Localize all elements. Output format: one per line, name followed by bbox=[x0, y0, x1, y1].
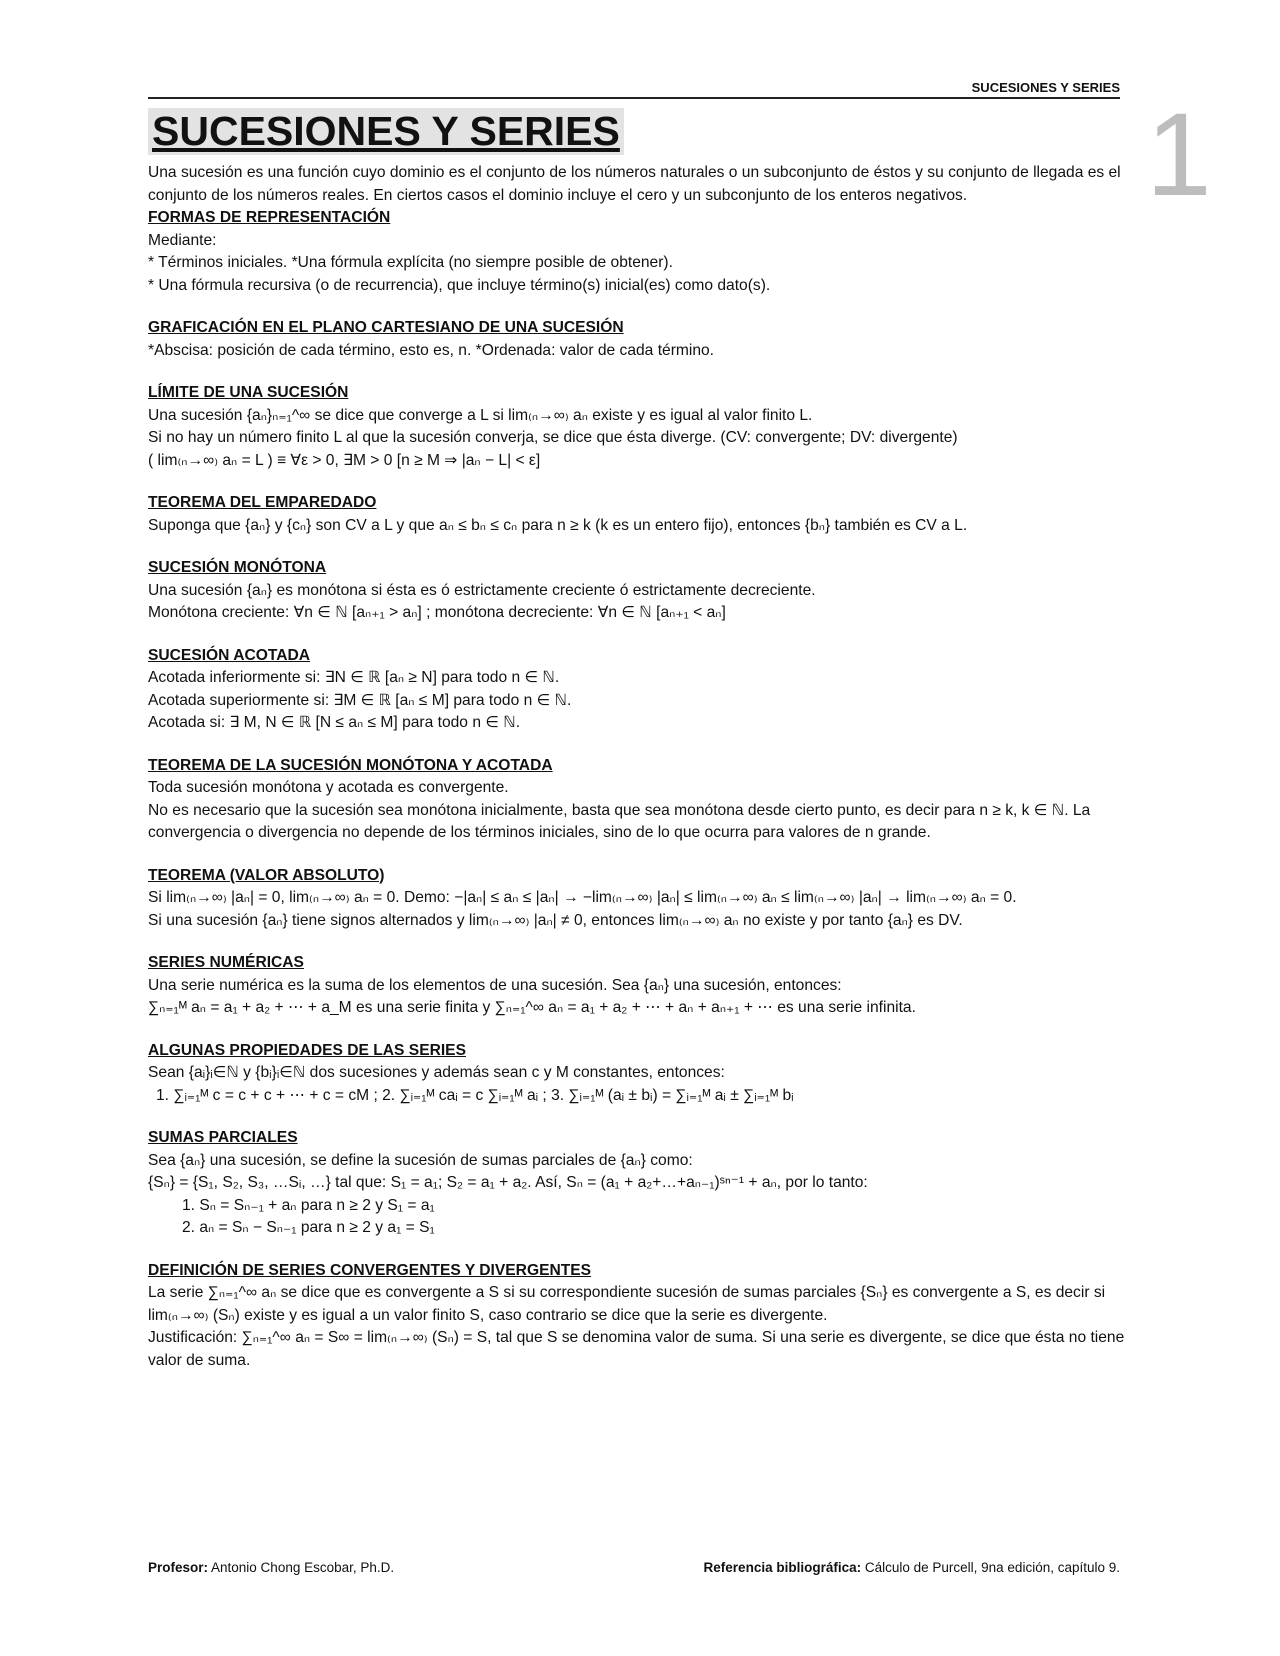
list-item: 1. Sₙ = Sₙ₋₁ + aₙ para n ≥ 2 y S₁ = a₁ bbox=[182, 1196, 435, 1214]
section-heading: DEFINICIÓN DE SERIES CONVERGENTES Y DIVERGENTES bbox=[148, 1261, 592, 1279]
section-line: Justificación: ∑ₙ₌₁^∞ aₙ = S∞ = lim₍ₙ→∞₎ (Sₙ) = S, tal que S se denomina valor de suma. Si una serie es divergente, se dice que ésta no tiene valor de suma. bbox=[148, 1329, 1125, 1369]
page-title: SUCESIONES Y SERIES bbox=[148, 108, 624, 155]
section-propiedades bbox=[148, 1040, 1138, 1108]
section-representacion bbox=[148, 207, 1138, 297]
section-limite bbox=[148, 382, 1138, 472]
sections-container bbox=[148, 207, 1138, 1372]
section-line: Si lim₍ₙ→∞₎ |aₙ| = 0, lim₍ₙ→∞₎ aₙ = 0. Demo: −|aₙ| ≤ aₙ ≤ |aₙ| → −lim₍ₙ→∞₎ |aₙ| ≤ lim₍ₙ→∞₎ aₙ ≤ lim₍ₙ→∞₎ |aₙ| → lim₍ₙ→∞₎ aₙ = 0. bbox=[148, 889, 1017, 906]
section-heading: SERIES NUMÉRICAS bbox=[148, 954, 304, 971]
footer-professor-name: Antonio Chong Escobar, Ph.D. bbox=[208, 1560, 395, 1575]
section-line: Acotada superiormente si: ∃M ∈ ℝ [aₙ ≤ M] para todo n ∈ ℕ. bbox=[148, 691, 572, 709]
footer-professor bbox=[148, 1560, 394, 1575]
section-formula: ∑ₙ₌₁ᴹ aₙ = a₁ + a₂ + ⋯ + a_M es una serie finita y ∑ₙ₌₁^∞ aₙ = a₁ + a₂ + ⋯ + aₙ + aₙ₊₁ + ⋯ es una serie infinita. bbox=[148, 999, 916, 1016]
section-line: Toda sucesión monótona y acotada es convergente. bbox=[148, 779, 509, 796]
section-line: Una sucesión {aₙ}ₙ₌₁^∞ se dice que converge a L si lim₍ₙ→∞₎ aₙ existe y es igual al valor finito L. bbox=[148, 406, 813, 424]
section-line: Mediante: bbox=[148, 231, 217, 249]
section-sumas-parciales bbox=[148, 1127, 1138, 1240]
list-item: 2. aₙ = Sₙ − Sₙ₋₁ para n ≥ 2 y a₁ = S₁ bbox=[182, 1219, 435, 1236]
footer-reference-value: Cálculo de Purcell, 9na edición, capítulo 9. bbox=[861, 1560, 1120, 1575]
section-line: Acotada inferiormente si: ∃N ∈ ℝ [aₙ ≥ N] para todo n ∈ ℕ. bbox=[148, 669, 560, 686]
section-line: Una sucesión {aₙ} es monótona si ésta es ó estrictamente creciente ó estrictamente decreciente. bbox=[148, 581, 816, 599]
section-emparedado bbox=[148, 492, 1138, 537]
section-monotona bbox=[148, 557, 1138, 625]
section-valor-absoluto bbox=[148, 865, 1138, 933]
section-heading: SUCESIÓN MONÓTONA bbox=[148, 559, 327, 576]
section-line: La serie ∑ₙ₌₁^∞ aₙ se dice que es convergente a S si su correspondiente sucesión de sumas parciales {Sₙ} es convergente a S, es decir si lim₍ₙ→∞₎ (Sₙ) existe y es igual a un valor finito S, caso contrario se dice que la serie es divergente. bbox=[148, 1284, 1106, 1324]
section-heading: SUMAS PARCIALES bbox=[148, 1129, 298, 1146]
section-monotona-acotada bbox=[148, 755, 1138, 845]
document-body bbox=[148, 162, 1138, 1372]
section-line: Monótona creciente: ∀n ∈ ℕ [aₙ₊₁ > aₙ] ; monótona decreciente: ∀n ∈ ℕ [aₙ₊₁ < aₙ] bbox=[148, 604, 726, 621]
section-formula: {Sₙ} = {S₁, S₂, S₃, …Sᵢ, …} tal que: S₁ = a₁; S₂ = a₁ + a₂. Así, Sₙ = (a₁ + a₂+…+aₙ₋₁)ˢⁿ⁻¹ + aₙ, por lo tanto: bbox=[148, 1174, 868, 1191]
section-line: Acotada si: ∃ M, N ∈ ℝ [N ≤ aₙ ≤ M] para todo n ∈ ℕ. bbox=[148, 714, 521, 731]
intro-paragraph: Una sucesión es una función cuyo dominio es el conjunto de los números naturales o un subconjunto de éstos y su conjunto de llegada es el conjunto de los números reales. En ciertos casos el dominio incluye el cero y un subconjunto de los enteros negativos. bbox=[148, 164, 1121, 204]
section-line: Suponga que {aₙ} y {cₙ} son CV a L y que aₙ ≤ bₙ ≤ cₙ para n ≥ k (k es un entero fijo), entonces {bₙ} también es CV a L. bbox=[148, 516, 968, 534]
footer-reference bbox=[704, 1560, 1120, 1575]
section-series-numericas bbox=[148, 952, 1138, 1020]
section-formula: 1. ∑ᵢ₌₁ᴹ c = c + c + ⋯ + c = cM ; 2. ∑ᵢ₌₁ᴹ caᵢ = c ∑ᵢ₌₁ᴹ aᵢ ; 3. ∑ᵢ₌₁ᴹ (aᵢ ± bᵢ) = ∑ᵢ₌₁ᴹ aᵢ ± ∑ᵢ₌₁ᴹ bᵢ bbox=[156, 1086, 794, 1104]
footer-professor-label: Profesor: bbox=[148, 1560, 209, 1575]
section-line: Sean {aᵢ}ᵢ∈ℕ y {bᵢ}ᵢ∈ℕ dos sucesiones y además sean c y M constantes, entonces: bbox=[148, 1064, 725, 1081]
chapter-number: 1 bbox=[1146, 89, 1212, 221]
section-line: *Abscisa: posición de cada término, esto es, n. *Ordenada: valor de cada término. bbox=[148, 341, 715, 359]
section-graficacion bbox=[148, 317, 1138, 362]
section-line: Sea {aₙ} una sucesión, se define la sucesión de sumas parciales de {aₙ} como: bbox=[148, 1151, 693, 1169]
section-heading: TEOREMA (VALOR ABSOLUTO) bbox=[148, 866, 385, 884]
section-line: No es necesario que la sucesión sea monótona inicialmente, basta que sea monótona desde cierto punto, es decir para n ≥ k, k ∈ ℕ. La convergencia o divergencia no depende de los términos iniciales, sino de lo que ocurra para valores de n grande. bbox=[148, 801, 1091, 841]
section-line: Si no hay un número finito L al que la sucesión converja, se dice que ésta diverge. (CV: convergente; DV: divergente) bbox=[148, 429, 958, 446]
section-heading: SUCESIÓN ACOTADA bbox=[148, 646, 311, 664]
section-heading: TEOREMA DE LA SUCESIÓN MONÓTONA Y ACOTADA bbox=[148, 756, 553, 774]
section-formula: ( lim₍ₙ→∞₎ aₙ = L ) ≡ ∀ε > 0, ∃M > 0 [n ≥ M ⇒ |aₙ − L| < ε] bbox=[148, 451, 541, 469]
section-convergentes bbox=[148, 1260, 1138, 1373]
section-heading: ALGUNAS PROPIEDADES DE LAS SERIES bbox=[148, 1041, 466, 1059]
section-line: Una serie numérica es la suma de los elementos de una sucesión. Sea {aₙ} una sucesión, entonces: bbox=[148, 976, 842, 994]
section-heading: GRAFICACIÓN EN EL PLANO CARTESIANO DE UNA SUCESIÓN bbox=[148, 319, 624, 336]
section-heading: FORMAS DE REPRESENTACIÓN bbox=[148, 209, 391, 226]
section-heading: LÍMITE DE UNA SUCESIÓN bbox=[148, 384, 349, 401]
footer-reference-label: Referencia bibliográfica: bbox=[703, 1560, 862, 1575]
section-line: * Términos iniciales. *Una fórmula explícita (no siempre posible de obtener). bbox=[148, 254, 673, 271]
section-heading: TEOREMA DEL EMPAREDADO bbox=[148, 494, 377, 511]
section-line: * Una fórmula recursiva (o de recurrencia), que incluye término(s) inicial(es) como dato(s). bbox=[148, 276, 771, 294]
running-header: SUCESIONES Y SERIES bbox=[148, 80, 1120, 99]
section-line: Si una sucesión {aₙ} tiene signos alternados y lim₍ₙ→∞₎ |aₙ| ≠ 0, entonces lim₍ₙ→∞₎ aₙ no existe y por tanto {aₙ} es DV. bbox=[148, 911, 963, 929]
section-acotada bbox=[148, 645, 1138, 735]
